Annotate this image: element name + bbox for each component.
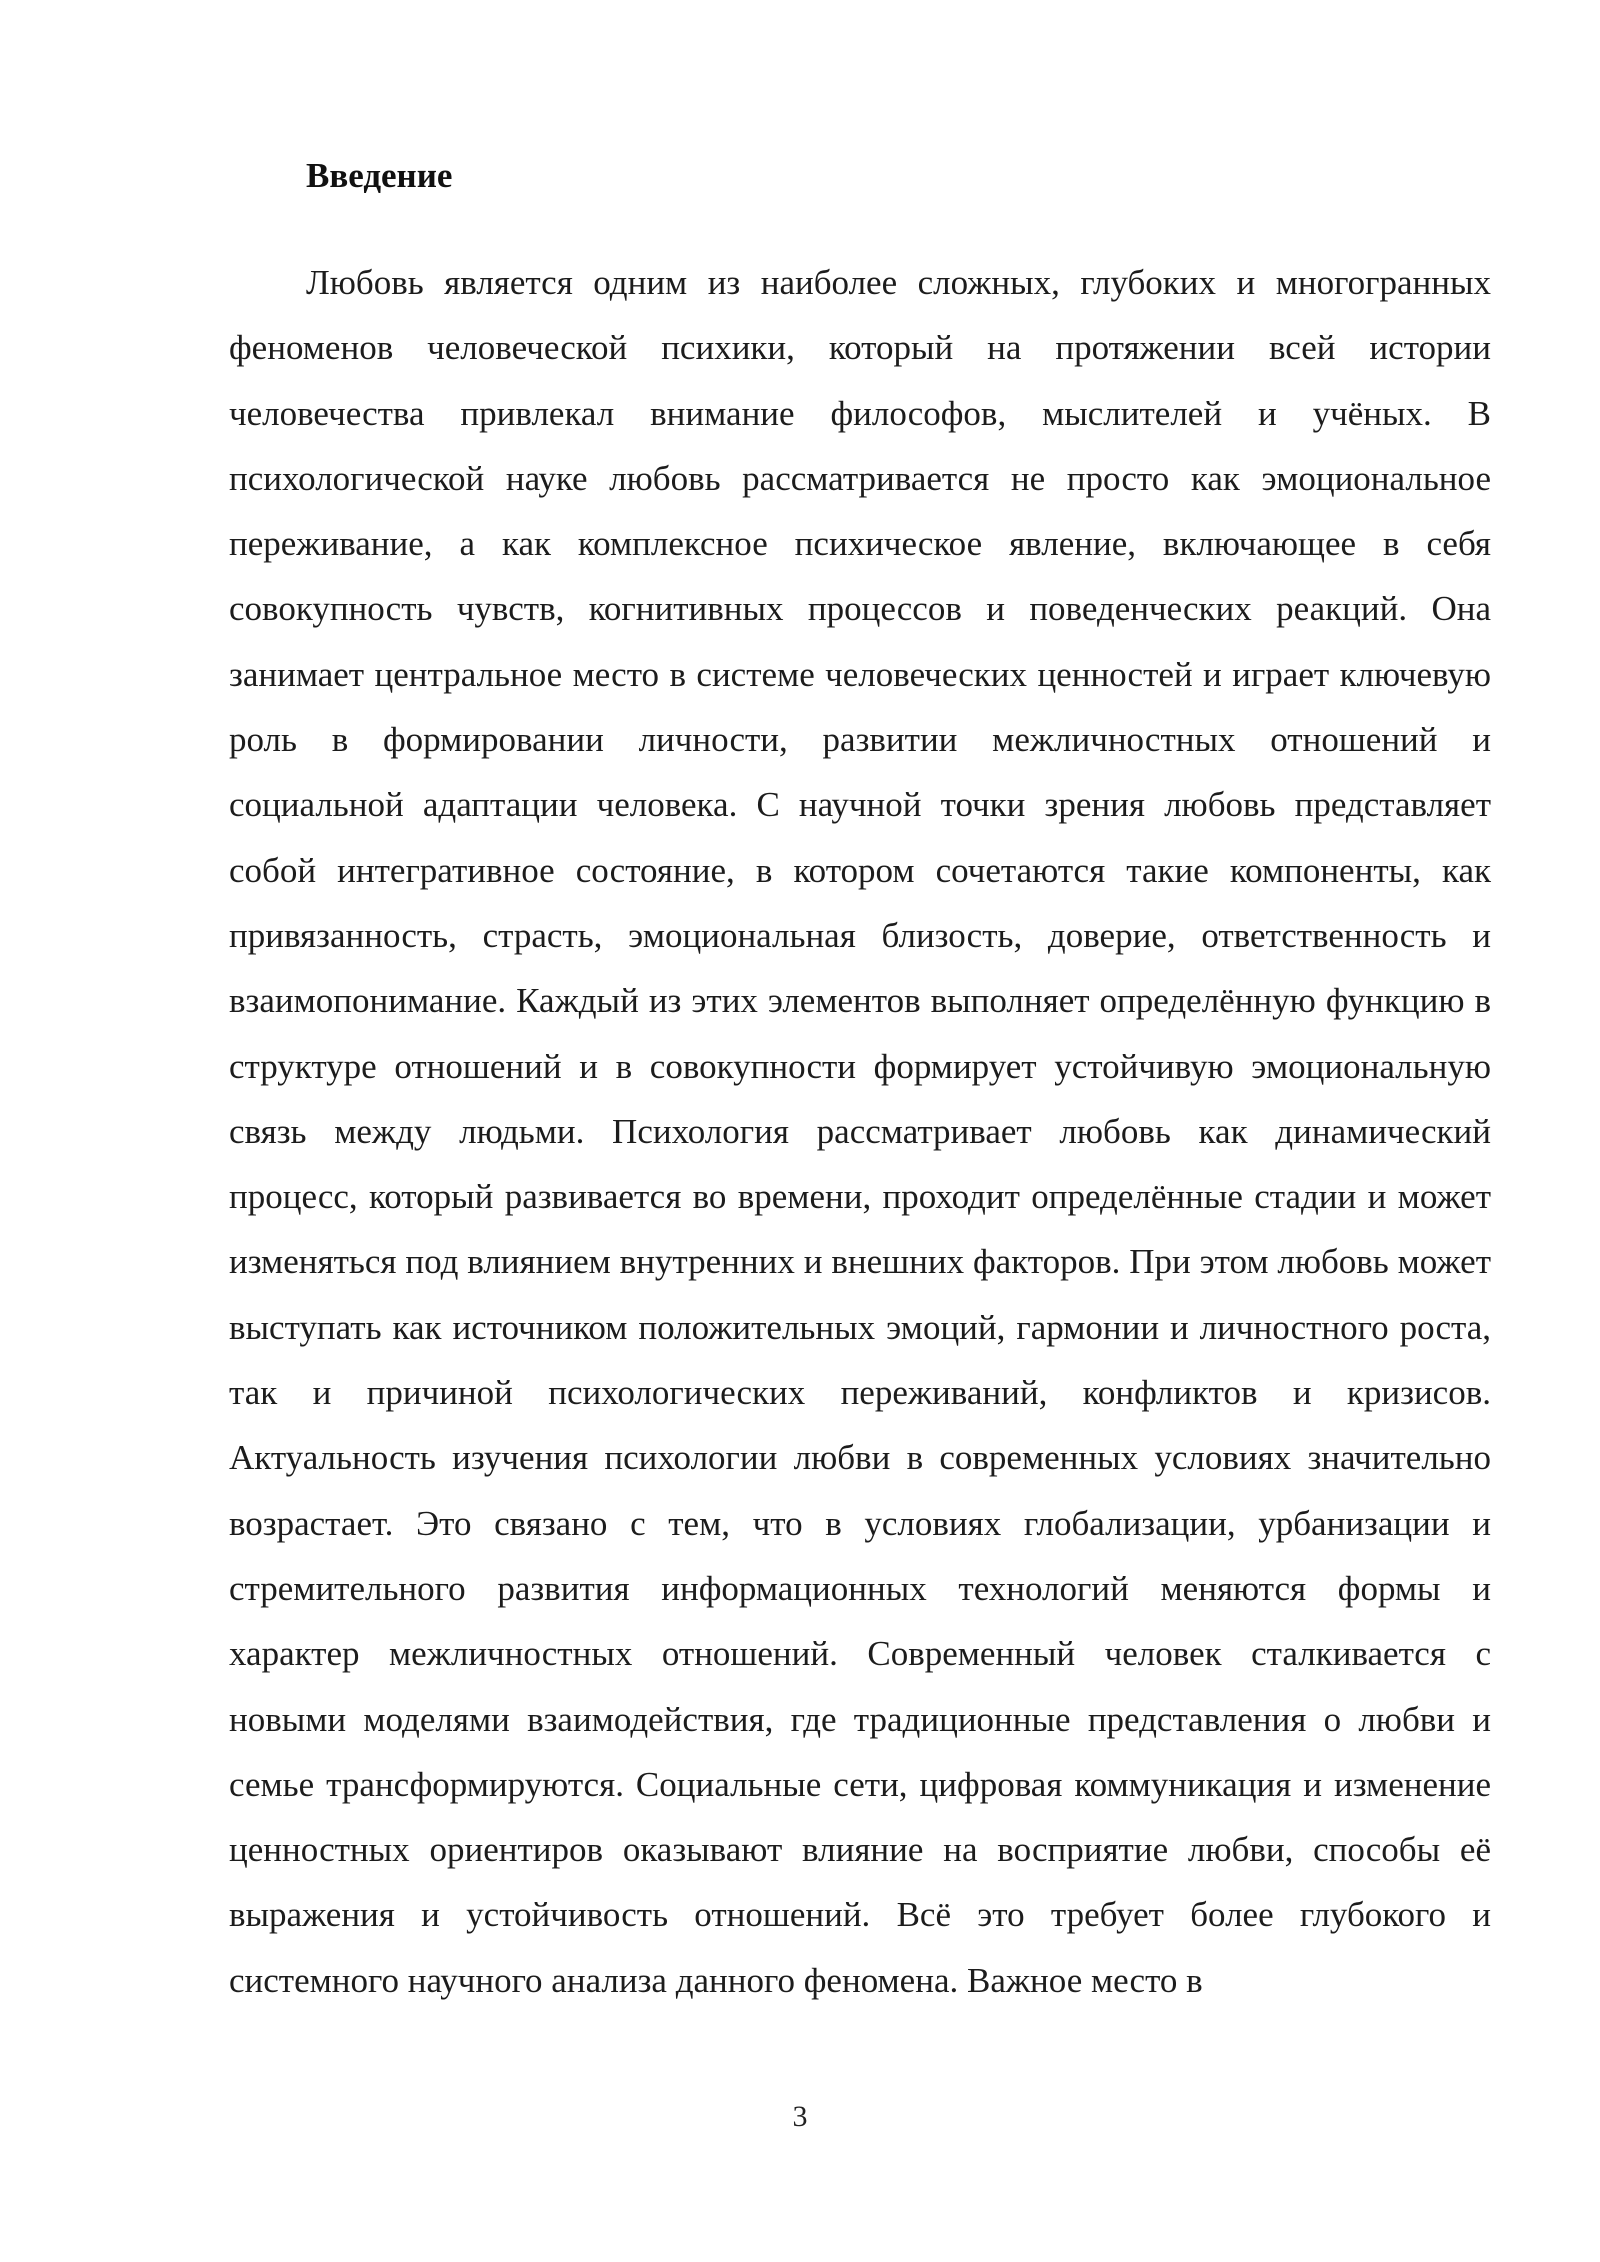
body-paragraph: Любовь является одним из наиболее сложных, глубоких и многогранных феноменов человеческой психики, который на протяжении всей истории человечества привлекал внимание философов, мыслителей и учёных. В психологической науке любовь рассматривается не просто как эмоциональное переживание, а как комплексное психическое явление, включающее в себя совокупность чувств, когнитивных процессов и поведенческих реакций. Она занимает центральное место в системе человеческих ценностей и играет ключевую роль в формировании личности, развитии межличностных отношений и социальной адаптации человека. С научной точки зрения любовь представляет собой интегративное состояние, в котором сочетаются такие компоненты, как привязанность, страсть, эмоциональная близость, доверие, ответственность и взаимопонимание. Каждый из этих элементов выполняет определённую функцию в структуре отношений и в совокупности формирует устойчивую эмоциональную связь между людьми. Психология рассматривает любовь как динамический процесс, который развивается во времени, проходит определённые стадии и может изменяться под влиянием внутренних и внешних факторов. При этом любовь может выступать как источником положительных эмоций, гармонии и личностного роста, так и причиной психологических переживаний, конфликтов и кризисов. Актуальность изучения психологии любви в современных условиях значительно возрастает. Это связано с тем, что в условиях глобализации, урбанизации и стремительного развития информационных технологий меняются формы и характер межличностных отношений. Современный человек сталкивается с новыми моделями взаимодействия, где традиционные представления о любви и семье трансформируются. Социальные сети, цифровая коммуникация и изменение ценностных ориентиров оказывают влияние на восприятие любви, способы её выражения и устойчивость отношений. Всё это требует более глубокого и системного научного анализа данного феномена. Важное место в [229,263,1491,2000]
page-number: 3 [792,2100,808,2133]
section-heading: Введение [306,156,453,195]
